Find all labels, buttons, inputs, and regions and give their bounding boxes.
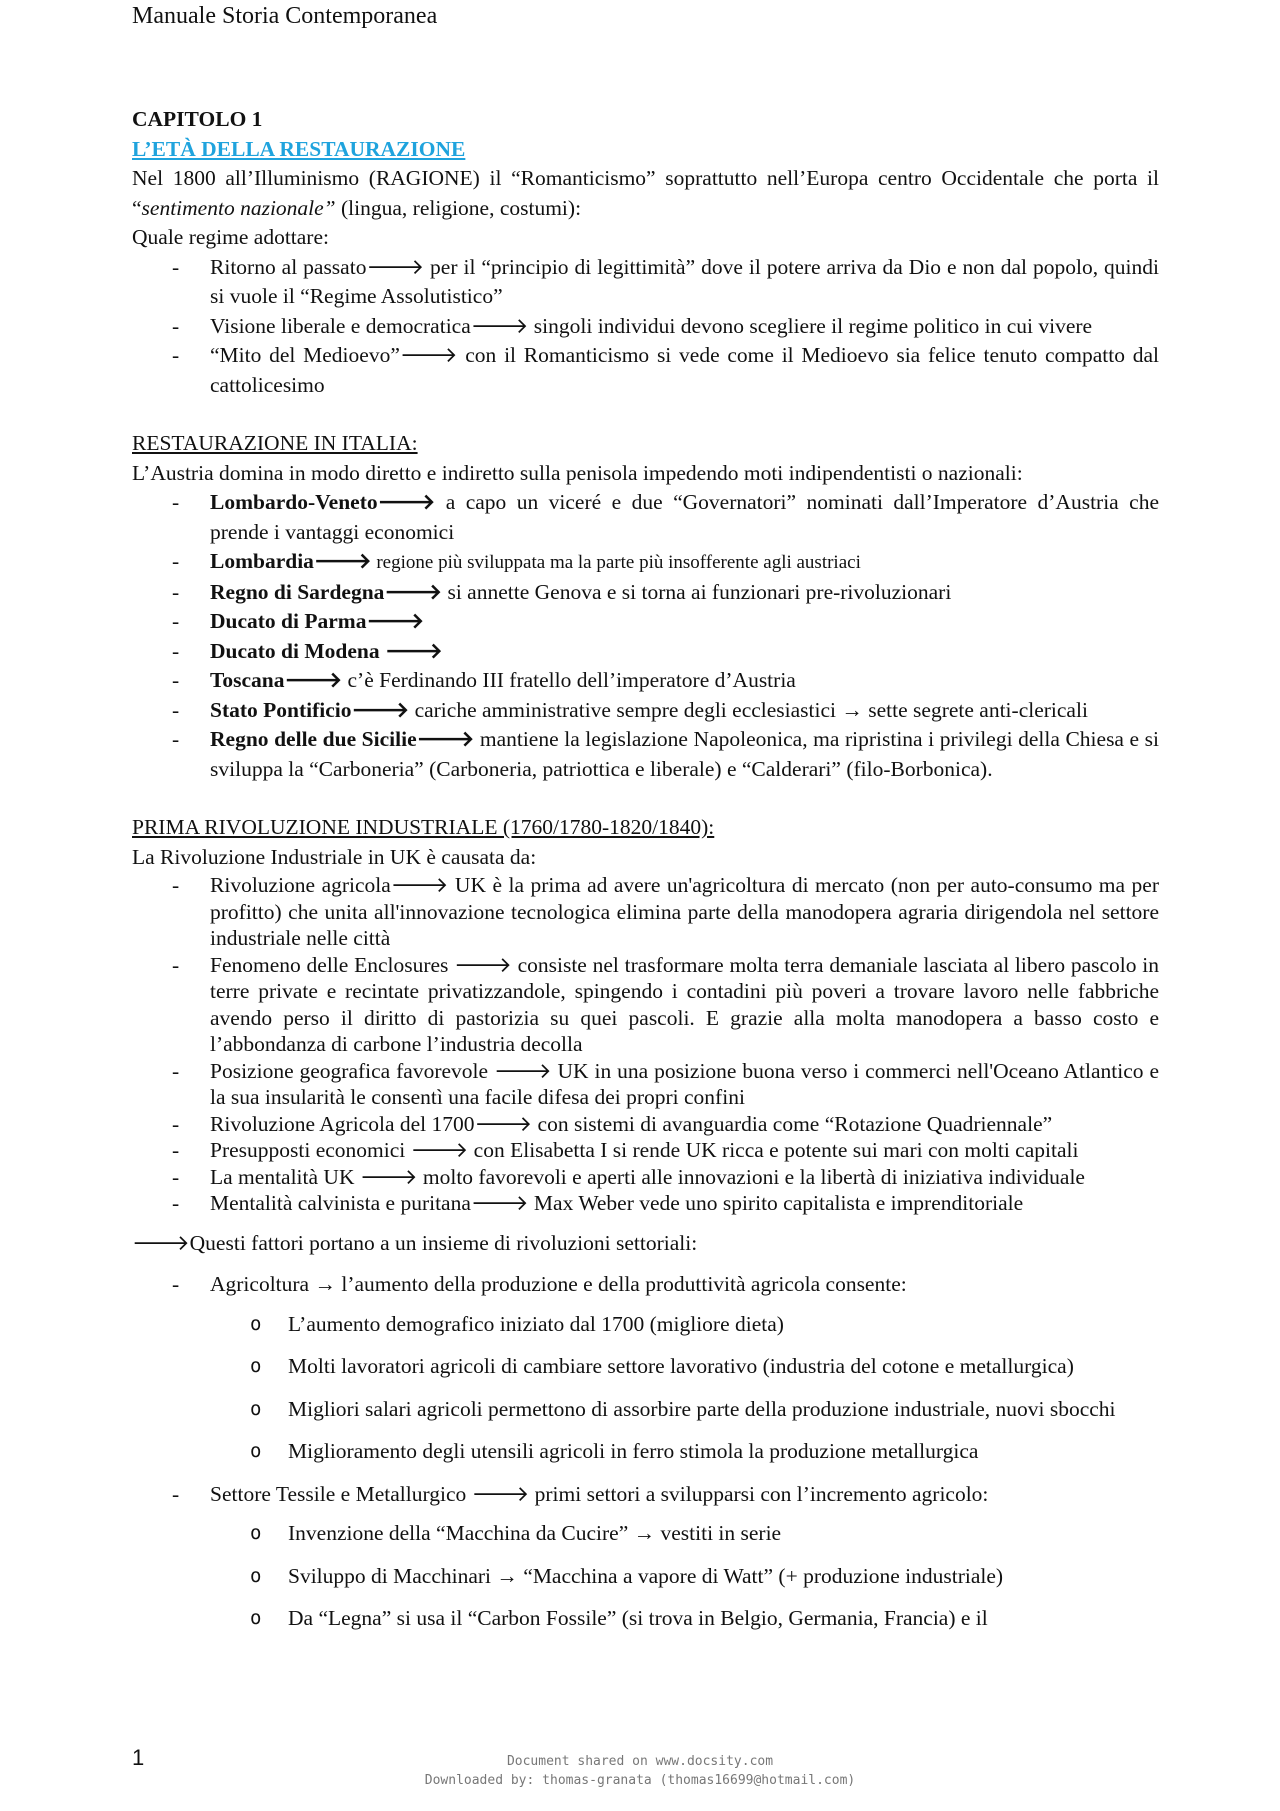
list-item: - Presupposti economici 🡒 con Elisabetta I si rende UK ricca e potente sui mari con molti capitali: [132, 1137, 1159, 1164]
list-item: - Mentalità calvinista e puritana🡒 Max Weber vede uno spirito capitalista e imprenditoriale: [132, 1190, 1159, 1217]
sub-list-item: o L’aumento demografico iniziato dal 1700 (migliore dieta): [132, 1310, 1159, 1340]
list-item: - Stato Pontificio🡒 cariche amministrative sempre degli ecclesiastici → sette segrete anti-clericali: [132, 696, 1159, 726]
italia-list: [132, 488, 1159, 784]
section-title-italia: RESTAURAZIONE IN ITALIA:: [132, 431, 418, 455]
list-item: - Posizione geografica favorevole 🡒 UK in una posizione buona verso i commerci nell'Oceano Atlantico e la sua insularità le consentì una facile difesa dei propri confini: [132, 1058, 1159, 1111]
section-title-industriale: PRIMA RIVOLUZIONE INDUSTRIALE (1760/1780-1820/1840):: [132, 815, 715, 839]
list-item: - Rivoluzione Agricola del 1700🡒 con sistemi di avanguardia come “Rotazione Quadriennale”: [132, 1111, 1159, 1138]
intro-question: Quale regime adottare:: [132, 225, 329, 249]
sub-list-item: o Migliori salari agricoli permettono di assorbire parte della produzione industriale, nuovi sbocchi: [132, 1395, 1159, 1425]
docsity-footer: [0, 1752, 1280, 1790]
chapter-title: CAPITOLO 1: [132, 107, 263, 131]
list-item: - Ritorno al passato🡒 per il “principio di legittimità” dove il potere arriva da Dio e non dal popolo, quindi si vuole il “Regime Assolutistico”: [132, 253, 1159, 312]
list-item: - Regno di Sardegna🡒 si annette Genova e si torna ai funzionari pre-rivoluzionari: [132, 578, 1159, 608]
chapter-subtitle-link[interactable]: L’ETÀ DELLA RESTAURAZIONE: [132, 136, 466, 161]
list-item: - Rivoluzione agricola🡒 UK è la prima ad avere un'agricoltura di mercato (non per auto-consumo ma per profitto) che unita all'innovazione tecnologica elimina parte della manodopera agraria dirigendola nel settore industriale nelle città: [132, 872, 1159, 952]
intro-paragraph: Nel 1800 all’Illuminismo (RAGIONE) il “Romanticismo” soprattutto nell’Europa centro Occidentale che porta il “sentimento nazionale” (lingua, religione, costumi):: [132, 166, 1159, 220]
list-item: - Visione liberale e democratica🡒 singoli individui devono scegliere il regime politico in cui vivere: [132, 312, 1159, 342]
page-header: Manuale Storia Contemporanea: [132, 3, 438, 29]
italia-intro: L’Austria domina in modo diretto e indiretto sulla penisola impedendo moti indipendentisti o nazionali:: [132, 460, 1023, 485]
list-item: - Regno delle due Sicilie🡒 mantiene la legislazione Napoleonica, ma ripristina i privilegi della Chiesa e si sviluppa la “Carboneria” (Carboneria, patriottica e liberale) e “Calderari” (filo-Borbonica).: [132, 725, 1159, 784]
industriale-intro: La Rivoluzione Industriale in UK è causata da:: [132, 844, 537, 869]
settori-list: [132, 1270, 1159, 1634]
page-number: 1: [132, 1745, 145, 1770]
document-body: [132, 105, 1159, 1647]
list-item: - Lombardia🡒 regione più sviluppata ma la parte più insofferente agli austriaci: [132, 547, 1159, 578]
list-item: - Toscana🡒 c’è Ferdinando III fratello dell’imperatore d’Austria: [132, 666, 1159, 696]
cause-list: [132, 872, 1159, 1217]
list-item: - Fenomeno delle Enclosures 🡒 consiste nel trasformare molta terra demaniale lasciata al libero pascolo in terre private e recintate privatizzandole, spingendo i contadini più poveri a trovare lavoro nelle fabbriche avendo perso il diritto di pastorizia su quei pascoli. E grazie alla molta manodopera a basso costo e l’abbondanza di carbone l’industria decolla: [132, 952, 1159, 1058]
footer-shared[interactable]: Document shared on www.docsity.com: [506, 1754, 774, 1769]
tessile-sublist: [132, 1519, 1159, 1634]
list-item: - Agricoltura → l’aumento della produzione e della produttività agricola consente: o L’aumento demografico iniziato dal 1700 (migliore dieta) o Molti lavoratori agricoli di cambiare settore lavorativo (industria del cotone e metallurgica) o Migliori salari agricoli permettono di assorbire parte della produzione industriale, nuovi sbocchi o Miglioramento degli utensili agricoli in ferro stimola la produzione metallurgica: [132, 1270, 1159, 1467]
list-item: - La mentalità UK 🡒 molto favorevoli e aperti alle innovazioni e la libertà di iniziativa individuale: [132, 1164, 1159, 1191]
sub-list-item: o Miglioramento degli utensili agricoli in ferro stimola la produzione metallurgica: [132, 1437, 1159, 1467]
sub-list-item: o Da “Legna” si usa il “Carbon Fossile” (si trova in Belgio, Germania, Francia) e il: [132, 1604, 1159, 1634]
list-item: - Ducato di Parma🡒: [132, 607, 1159, 637]
agricoltura-sublist: [132, 1310, 1159, 1467]
sub-list-item: o Invenzione della “Macchina da Cucire” → vestiti in serie: [132, 1519, 1159, 1549]
sub-list-item: o Molti lavoratori agricoli di cambiare settore lavorativo (industria del cotone e metallurgica): [132, 1352, 1159, 1382]
list-item: - Ducato di Modena 🡒: [132, 637, 1159, 667]
regime-list: [132, 253, 1159, 401]
list-item: - Settore Tessile e Metallurgico 🡒 primi settori a svilupparsi con l’incremento agricolo: o Invenzione della “Macchina da Cucire” → vestiti in serie o Sviluppo di Macchinari → “Macchina a vapore di Watt” (+ produzione industriale) o Da “Legna” si usa il “Carbon Fossile” (si trova in Belgio, Germania, Francia) e il: [132, 1480, 1159, 1634]
footer-downloaded: Downloaded by: thomas-granata (thomas16699@hotmail.com): [424, 1773, 856, 1788]
list-item: - Lombardo-Veneto🡒 a capo un viceré e due “Governatori” nominati dall’Imperatore d’Austria che prende i vantaggi economici: [132, 488, 1159, 547]
sub-list-item: o Sviluppo di Macchinari → “Macchina a vapore di Watt” (+ produzione industriale): [132, 1562, 1159, 1592]
list-item: - “Mito del Medioevo”🡒 con il Romanticismo si vede come il Medioevo sia felice tenuto compatto dal cattolicesimo: [132, 341, 1159, 400]
fattori-paragraph: 🡒Questi fattori portano a un insieme di rivoluzioni settoriali:: [132, 1230, 698, 1255]
